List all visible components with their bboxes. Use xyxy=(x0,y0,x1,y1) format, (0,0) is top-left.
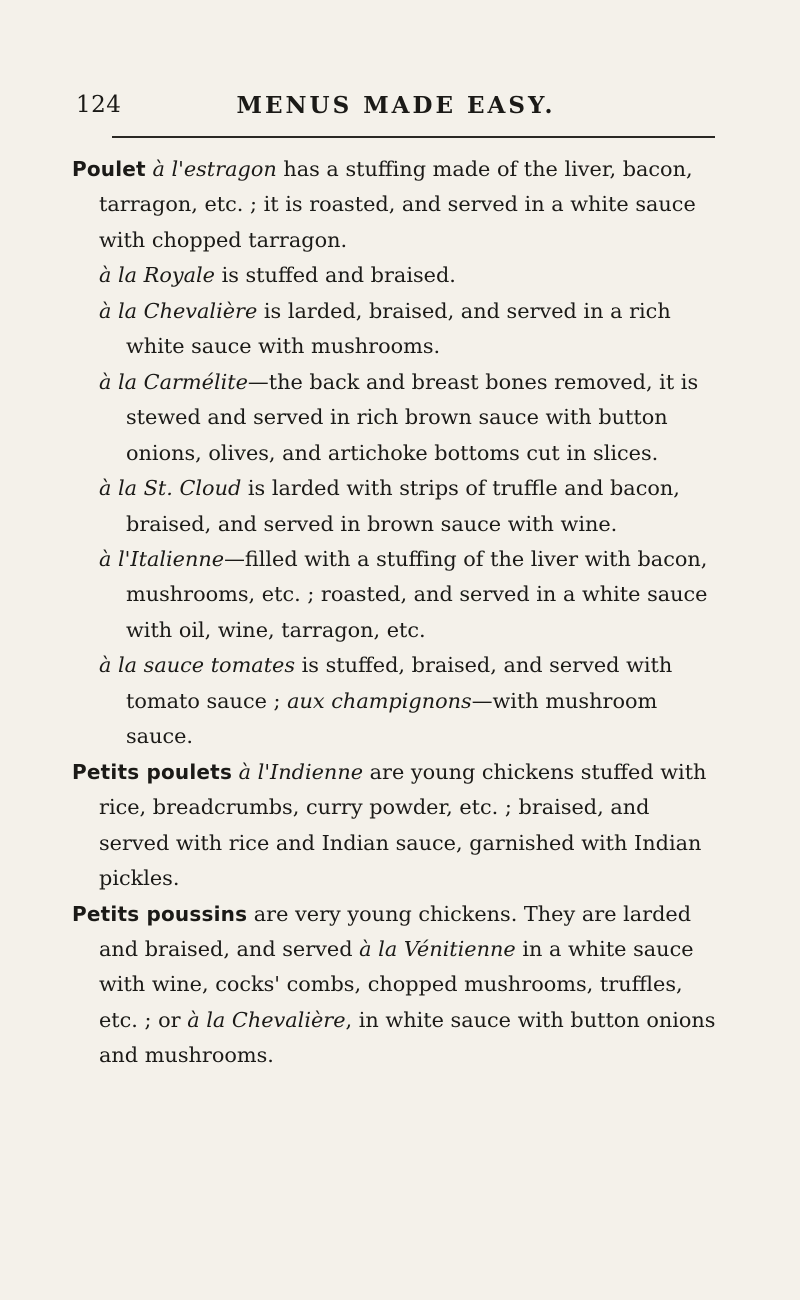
entry-text: are young chickens stuffed with rice, breadcrumbs, curry powder, etc. ; braised, and served with rice and Indian sauce, garnished with Indian pickles. xyxy=(99,759,707,891)
entry-text: is larded, braised, and served in a rich white sauce with mushrooms. xyxy=(126,298,671,359)
entry-chevaliere xyxy=(72,294,722,365)
dish-name: à l'Italienne xyxy=(99,546,225,571)
dish-name: à la sauce tomates xyxy=(99,653,296,678)
entry-sauce-tomates xyxy=(72,648,722,754)
entry-text: has a stuffing made of the liver, bacon, tarragon, etc. ; it is roasted, and served in a white sauce with chopped tarragon. xyxy=(99,157,696,252)
entry-petits-poussins xyxy=(72,897,722,1074)
entry-text: is stuffed and braised. xyxy=(214,263,456,288)
entry-st-cloud xyxy=(72,471,722,542)
page-number: 124 xyxy=(76,92,122,118)
entry-italienne xyxy=(72,542,722,648)
dish-name: à la Carmélite xyxy=(99,369,248,394)
dish-name: à la St. Cloud xyxy=(99,476,242,501)
dish-name: à la Chevalière xyxy=(187,1007,346,1032)
entry-head: Petits poulets xyxy=(72,759,233,784)
entry-text: is larded with strips of truffle and bacon, braised, and served in brown sauce with wine. xyxy=(126,476,680,536)
dish-name: à l'estragon xyxy=(152,157,277,181)
entry-text: —filled with a stuffing of the liver with bacon, mushrooms, etc. ; roasted, and served in a white sauce with oil, wine, tarragon, etc. xyxy=(126,546,708,642)
header-rule xyxy=(112,136,715,138)
entry-text: in a white sauce with wine, cocks' combs, chopped mushrooms, truffles, etc. ; or xyxy=(99,936,694,1032)
entry-royale xyxy=(72,258,722,293)
entry-head: Petits poussins xyxy=(72,901,248,926)
dish-name: aux champignons xyxy=(287,688,472,713)
entry-text: —the back and breast bones removed, it is stewed and served in rich brown sauce with button onions, olives, and artichoke bottoms cut in slices. xyxy=(126,369,699,465)
entry-text: , in white sauce with button onions and mushrooms. xyxy=(99,1007,716,1068)
dish-name: à la Chevalière xyxy=(99,298,258,323)
entry-text: —with mushroom sauce. xyxy=(126,688,658,749)
dish-name: à la Vénitienne xyxy=(359,936,516,961)
running-head xyxy=(76,92,716,132)
dish-name: à l'Indienne xyxy=(238,759,364,784)
running-title: MENUS MADE EASY. xyxy=(236,92,556,119)
body-text xyxy=(72,152,722,1074)
entry-carmelite xyxy=(72,365,722,471)
entry-text: is stuffed, braised, and served with tomato sauce ; xyxy=(126,653,673,713)
entry-petits-poulets xyxy=(72,755,722,897)
entry-text: are very young chickens. They are larded and braised, and served xyxy=(99,901,692,961)
entry-head: Poulet xyxy=(72,157,146,181)
entry-poulet-estragon xyxy=(72,152,722,258)
dish-name: à la Royale xyxy=(99,263,215,288)
